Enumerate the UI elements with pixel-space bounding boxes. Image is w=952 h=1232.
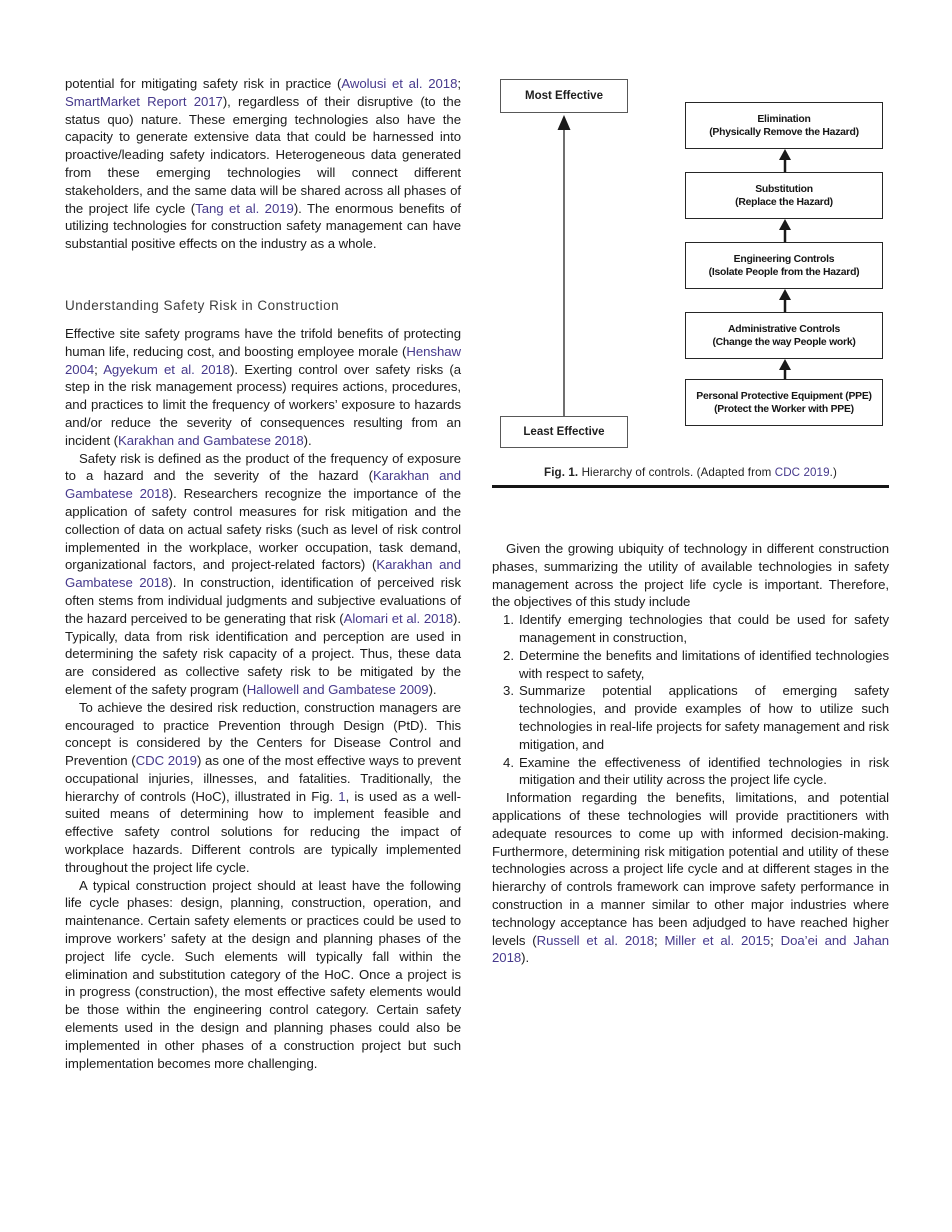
paragraph <box>492 540 889 611</box>
text-segment: Hierarchy of controls. (Adapted from <box>581 466 775 479</box>
level-arrow <box>779 149 791 172</box>
text-segment: ) as one of the most effective ways to prevent occupational injuries, illnesses, and fatalities. Traditionally, the hierarchy of controls (HoC), illustrated in Fig. <box>65 753 461 804</box>
level-title: Administrative Controls <box>727 323 841 335</box>
left-column <box>65 75 461 1072</box>
citation-link[interactable]: CDC 2019 <box>774 466 830 479</box>
text-segment: ). <box>303 432 312 448</box>
figure-hierarchy-of-controls <box>492 79 889 491</box>
text-segment: A typical construction project should at least have the following life cycle phases: design, planning, construction, operation, and maintenance. Certain safety elements or practices could be used to improve workers’ safety at the design and planning phases of the project life cycle. Such elements will typically fall within the elimination and substitution category of the HoC. Once a project is in progress (construction), the most effective safety elements would be those within the engineering control category. Certain safety elements used in the design and planning phases could also be implemented in other phases of a construction project but such implementation becomes more challenging. <box>65 877 461 1071</box>
text-segment: Effective site safety programs have the trifold benefits of protecting human life, reducing cost, and boosting employee morale ( <box>65 325 461 359</box>
figure-level-substitution <box>685 172 883 219</box>
level-title: Elimination <box>757 113 811 125</box>
text-segment: Safety risk is defined as the product of the frequency of exposure to a hazard and the severity of the hazard ( <box>65 450 461 484</box>
citation-link[interactable]: Alomari et al. 2018 <box>343 610 454 626</box>
objectives-list <box>492 611 889 789</box>
right-column-text <box>492 540 889 967</box>
objective-number: 2. <box>503 647 514 663</box>
text-segment: ; <box>94 361 104 377</box>
figure-caption <box>492 466 889 479</box>
text-segment: ; <box>770 932 781 948</box>
objective-item <box>492 682 889 753</box>
citation-link[interactable]: Awolusi et al. 2018 <box>341 76 458 91</box>
effectiveness-arrow <box>558 115 571 416</box>
level-arrow <box>779 359 791 379</box>
objective-text: Identify emerging technologies that could be used for safety management in construction, <box>519 612 889 645</box>
citation-link[interactable]: Henshaw 2004 <box>65 343 461 377</box>
level-title: Substitution <box>755 183 813 195</box>
level-subtitle: (Change the way People work) <box>712 336 856 348</box>
objective-item <box>492 754 889 790</box>
paragraph <box>65 877 461 1073</box>
citation-link[interactable]: Doa’ei and Jahan 2018 <box>492 932 890 966</box>
text-segment: ; <box>457 76 461 91</box>
objective-item <box>492 611 889 647</box>
figure-divider-rule <box>492 485 889 488</box>
citation-link[interactable]: Agyekum et al. 2018 <box>103 361 231 377</box>
figure-level-ppe <box>685 379 883 426</box>
level-subtitle: (Replace the Hazard) <box>735 196 833 208</box>
text-segment: ; <box>653 932 665 948</box>
citation-link[interactable]: Karakhan and Gambatese 2018 <box>118 432 304 448</box>
citation-link[interactable]: 1 <box>338 788 346 804</box>
objective-number: 4. <box>503 754 514 770</box>
paragraph-intro <box>65 75 461 253</box>
citation-link[interactable]: Karakhan and Gambatese 2018 <box>65 557 461 591</box>
citation-link[interactable]: Hallowell and Gambatese 2009 <box>246 681 429 697</box>
text-segment: potential for mitigating safety risk in practice ( <box>65 76 342 91</box>
caption-label: Fig. 1. <box>544 466 582 479</box>
paragraph <box>65 699 461 877</box>
level-title: Personal Protective Equipment (PPE) <box>696 390 872 402</box>
text-segment: ). Exerting control over safety risks (a step in the risk management process) requires actions, procedures, and practices to limit the frequency of workers’ exposure to hazards and/or reduce the severity of consequences resulting from an incident ( <box>65 361 462 448</box>
text-segment: .) <box>829 466 837 479</box>
level-title: Engineering Controls <box>733 253 835 265</box>
citation-link[interactable]: Russell et al. 2018 <box>536 932 654 948</box>
text-segment: ). The enormous benefits of utilizing technologies for construction safety management can have substantial positive effects on the industry as a whole. <box>65 200 461 252</box>
figure-level-administrative-controls <box>685 312 883 359</box>
text-segment: ). <box>521 950 530 966</box>
objective-text: Determine the benefits and limitations of identified technologies with respect to safety, <box>519 647 889 681</box>
text-segment: ). Typically, data from risk identification and perception are used in determining the safety risk capacity of a project. Thus, these data are considered as collective safety risk to be mitigated by the element of the safety program ( <box>65 610 461 697</box>
level-subtitle: (Physically Remove the Hazard) <box>709 126 859 138</box>
right-column <box>492 79 889 967</box>
section-heading: Understanding Safety Risk in Construction <box>65 297 340 313</box>
citation-link[interactable]: Karakhan and Gambatese 2018 <box>65 468 461 502</box>
text-segment: ). Researchers recognize the importance of the application of safety control measures for risk mitigation and the collection of data on actual safety risks (such as level of risk control implemented in the workplace, worker occupation, task demand, organizational factors, and project-related factors) ( <box>65 486 461 573</box>
citation-link[interactable]: SmartMarket Report 2017 <box>65 93 223 109</box>
objective-text: Summarize potential applications of emerging safety technologies, and provide examples of how to utilize such technologies in real-life projects for safety management and risk mitigation, and <box>519 683 889 752</box>
citation-link[interactable]: CDC 2019 <box>135 753 197 769</box>
objective-number: 3. <box>503 683 514 699</box>
figure-box-least-effective: Least Effective <box>500 416 628 448</box>
objective-text: Examine the effectiveness of identified technologies in risk mitigation and their utility across the project life cycle. <box>519 754 889 788</box>
text-segment: To achieve the desired risk reduction, construction managers are encouraged to practice Prevention through Design (PtD). This concept is considered by the Centers for Disease Control and Prevention ( <box>65 699 461 769</box>
text-segment: Information regarding the benefits, limitations, and potential applications of these technologies will provide practitioners with adequate resources to come up with informed decision-making. Furthermore, determining risk mitigation potential and utility of these technologies across a project life cycle and at different stages in the hierarchy of controls framework can improve safety performance in construction in a manner similar to other major industries where technology acceptance has been adjudged to have reached higher levels ( <box>492 790 889 948</box>
level-arrow <box>779 219 791 242</box>
text-segment: ), regardless of their disruptive (to the status quo) nature. These emerging technologies also have the capacity to generate extensive data that could be harnessed into proactive/leading safety indicators. Heterogeneous data generated from these emerging technologies will connect different stakeholders, and the same data will be shared across all phases of the project life cycle ( <box>65 93 462 216</box>
citation-link[interactable]: Tang et al. 2019 <box>195 200 294 216</box>
figure-box-most-effective: Most Effective <box>500 79 628 113</box>
paragraph <box>492 789 889 967</box>
text-segment: ). <box>428 681 437 697</box>
citation-link[interactable]: Miller et al. 2015 <box>664 932 771 948</box>
text-segment: , is used as a well-suited means of determining how to implement feasible and effective safety control solutions for reducing the impact of workplace hazards. Different controls are typically implemented throughout the project life cycle. <box>65 788 461 875</box>
text-segment: ). In construction, identification of perceived risk often stems from individual judgments and subjective evaluations of the hazard perceived to be generating that risk ( <box>65 575 461 626</box>
level-arrow <box>779 289 791 312</box>
figure-level-elimination <box>685 102 883 149</box>
figure-level-engineering-controls <box>685 242 883 289</box>
objective-item <box>492 647 889 683</box>
objective-number: 1. <box>503 612 514 628</box>
level-subtitle: (Isolate People from the Hazard) <box>708 266 860 278</box>
paragraph <box>65 450 461 699</box>
text-segment: Given the growing ubiquity of technology in different construction phases, summarizing the utility of available technologies in safety management across the project life cycle is important. Therefore, the objectives of this study include <box>492 541 889 610</box>
level-subtitle: (Protect the Worker with PPE) <box>714 403 854 415</box>
paragraph <box>65 325 461 450</box>
